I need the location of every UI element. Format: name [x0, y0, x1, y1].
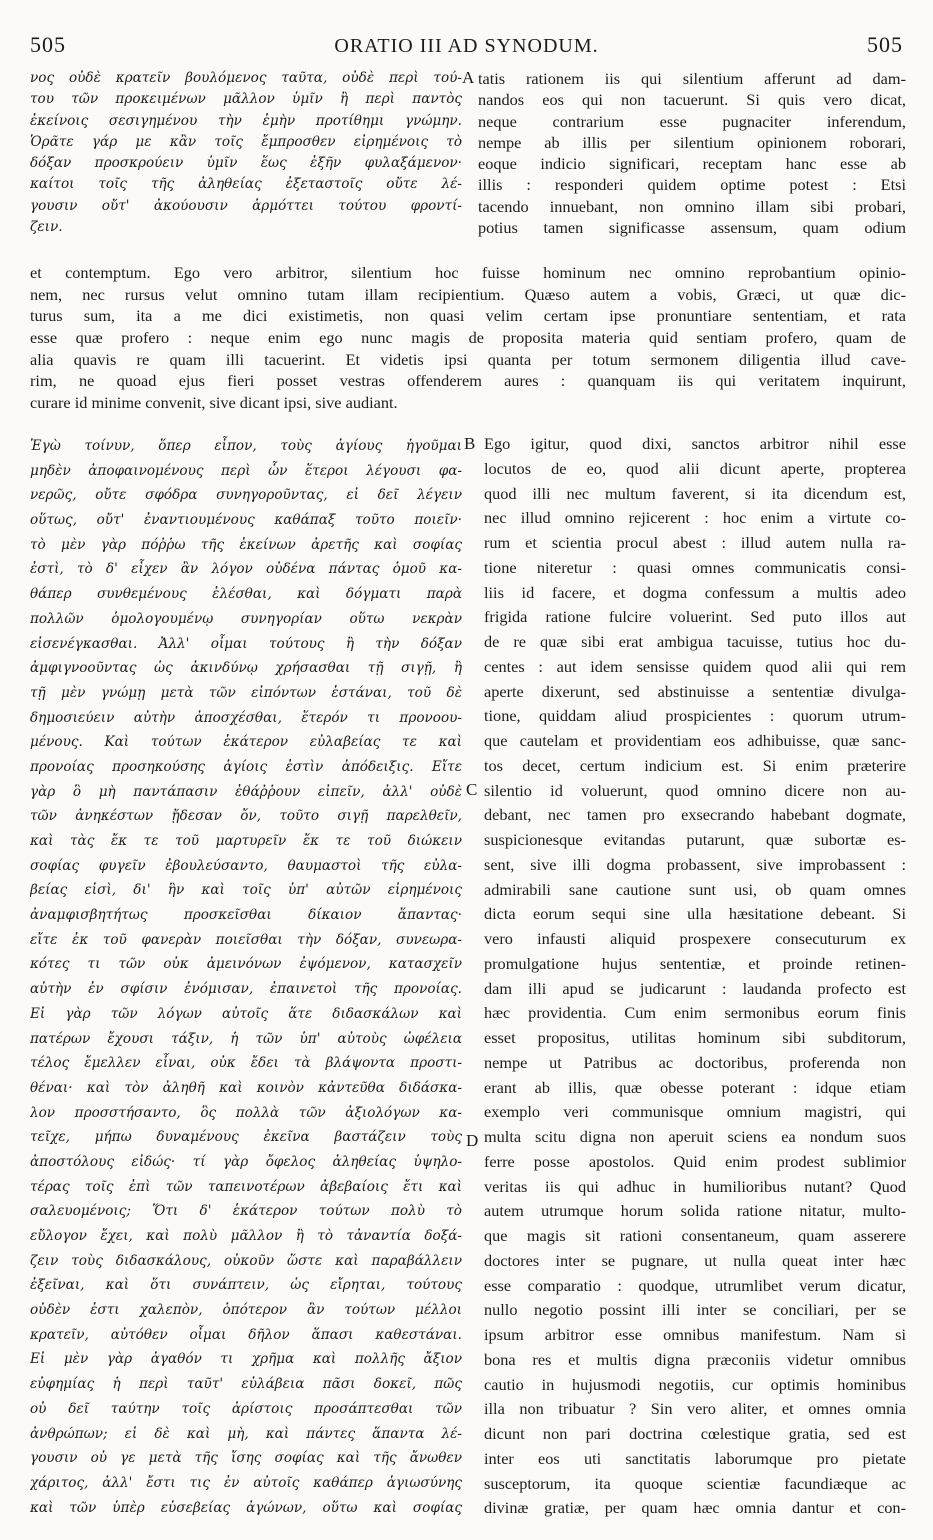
greek-text-line: εὐφημίας ἡ περὶ ταῦτ' εὐλάβεια πᾶσι δοκεῖ, πῶς [30, 1376, 462, 1393]
latin-text-line: de re quæ sibi erat ambigua tacuisse, tutius hoc du- [484, 632, 906, 651]
greek-text-line: ἐστὶ, τὸ δ' εἶχεν ἂν λόγον οὐδένα πάντας ὁμοῦ κα- [30, 561, 462, 578]
latin-text-line: aperte dixerunt, sed abstinuisse a sententiæ divulga- [484, 681, 906, 701]
latin-text-line: esse comparatio : quodque, utrumlibet verum dicatur, [484, 1275, 906, 1295]
greek-text-line: Εἰ μὲν γὰρ ἀγαθόν τι χρῆμα καὶ πολλῆς ἄξιον [30, 1351, 462, 1368]
latin-text-line: exemplo veri communisque omnium magistri, qui [484, 1102, 906, 1122]
latin-text-line: locutos de eo, quod alii dicunt aperte, propterea [484, 458, 906, 478]
greek-text-line: ἐξεῖναι, καὶ ὅτι συνάπτειν, ὡς εἴρηται, τούτους [30, 1277, 462, 1294]
latin-text-line: dam illi apud se judicarunt : laudanda profecto est [484, 978, 906, 998]
greek-text-line: προνοίας προσηκούσης ἁγίοις ἐστὶν ἀπόδειξις. Εἴτε [30, 758, 462, 775]
greek-text-line: μηδὲν ἀποφαινομένους περὶ ὧν ἕτεροι λέγουσι φα- [30, 462, 462, 479]
latin-text-line: tione, quiddam aliud prospicientes : quorum utrum- [484, 706, 906, 726]
latin-text-line: nempe ab illis per silentium opinionem roborari, [478, 132, 906, 152]
greek-text-line: ἀποστόλους εἰδώς· τί γὰρ ὄφελος ἀληθείας ὑψηλο- [30, 1153, 462, 1170]
greek-text-line: Εἰ γὰρ τῶν λόγων αὐτοῖς ἅτε διδασκάλων καὶ [30, 1005, 462, 1022]
latin-text-line: nullo negotio possint illi inter se conciliari, per se [484, 1300, 906, 1320]
greek-text-line: κρατεῖν, αὐτόθεν οἶμαι δῆλον ἅπασι καθεστάναι. [30, 1326, 462, 1343]
greek-text-line: κότες τι τῶν οὐκ ἀμεινόνων ἐψόμενον, κατασχεῖν [30, 956, 462, 973]
latin-text-line: rim, ne quoad ejus fieri posset vestras offenderem aures : quanquam iis qui veritatem inquirunt, [30, 371, 906, 391]
latin-text-line: neque contrarium esse pugnaciter inferendum, [478, 111, 906, 131]
latin-text-line: dicta eorum sequi sine ulla hæsitatione debeant. Si [484, 904, 906, 924]
greek-text-line: αὐτὴν ἐν σφίσιν ἐνόμισαν, ἐπαινετοὶ τῆς προνοίας. [30, 981, 462, 998]
latin-text-line: hæc providentia. Cum enim sermonibus eorum finis [484, 1003, 906, 1023]
section-marker-c: C [466, 780, 478, 799]
latin-column-main [484, 432, 906, 1521]
latin-text-line: promulgatione hujus sententiæ, et proinde retinen- [484, 953, 906, 973]
latin-text-line: silentio id voluerunt, quod omnino dicere non au- [484, 780, 906, 800]
latin-text-line: divinæ gratiæ, per quam hæc omnia dantur et con- [484, 1498, 906, 1518]
latin-text-line: nandos eos qui non tacuerunt. Si quis vero dicat, [478, 90, 906, 110]
latin-column-top [478, 68, 906, 238]
latin-text-line: curare id minime convenit, sive dicant ipsi, sive audiant. [30, 393, 398, 413]
greek-text-line: νος οὐδὲ κρατεῖν βουλόμενος ταῦτα, οὐδὲ περὶ τού- [30, 70, 462, 86]
greek-text-line: μένους. Καὶ τούτων ἑκάτερον εὐλαβείας τε καὶ [30, 734, 462, 751]
latin-text-line: potius tamen significasse assensum, quam odium [478, 218, 906, 238]
latin-text-line: frigida ratione fulcire voluerint. Sed puto illos aut [484, 607, 906, 627]
greek-text-line: ζειν τοὺς διδασκάλους, οὐκοῦν ὥστε καὶ παραβάλλειν [30, 1252, 462, 1269]
greek-text-line: πολλῶν ὁμολογουμένῳ συνηγορίαν οὕτω νεκρὰν [30, 610, 462, 627]
latin-text-line: nempe ut Patribus ac doctoribus, proferenda non [484, 1052, 906, 1072]
greek-text-line: πατέρων ἔχουσι τάξιν, ἡ τῶν ὑπ' αὐτοὺς ὠφέλεια [30, 1030, 462, 1047]
latin-text-line: veritas iis qui adhuc in humilioribus nutant? Quod [484, 1176, 906, 1196]
latin-text-line: alia quavis re quam illi tacuerint. Et videtis ipsi quanta per totum sermonem diligentia illud cave- [30, 349, 906, 369]
greek-text-line: σοφίας φυγεῖν ἐβουλεύσαντο, θαυμαστοὶ τῆς εὐλα- [30, 857, 462, 874]
greek-text-line: οὕτως, οὔτ' ἐναντιουμένους καθάπαξ τοῦτο ποιεῖν· [30, 512, 462, 529]
latin-text-line: ipsum arbitror esse omnibus manifestum. Nam si [484, 1325, 906, 1344]
greek-text-line: ἀναμφισβητήτως προσκεῖσθαι δίκαιον ἅπαντας· [30, 907, 462, 924]
running-header [30, 32, 903, 62]
greek-text-line: τέλος ἔμελλεν εἶναι, οὐκ ἔδει τὰ βλάψοντα προστι- [30, 1055, 462, 1072]
greek-text-line: οὐδὲν ἐστι χαλεπὸν, ὁπότερον ἂν τούτων μέλλοι [30, 1302, 462, 1319]
latin-text-line: autem utrumque horum solida ratione nitatur, multo- [484, 1201, 906, 1221]
latin-text-line: cautio in hujusmodi negotiis, cur optimis hominibus [484, 1374, 906, 1394]
greek-text-line: καὶ τῶν ὑπὲρ εὐσεβείας ἀγώνων, οὕτω καὶ σοφίας [30, 1499, 462, 1516]
greek-text-line: τὸ μὲν γὰρ πόῤῥω τῆς ἐκείνων ἀρετῆς καὶ σοφίας [30, 536, 462, 553]
greek-text-line: εἰσενέγκασθαι. Ἀλλ' οἶμαι τούτους ἢ τὴν δόξαν [30, 635, 462, 652]
section-marker-a: A [462, 68, 475, 87]
latin-text-line: turus sum, ita a me dici existimetis, non quasi velim certam ipse pronuntiare sententiam, et rata [30, 306, 906, 326]
greek-text-line: ἐκείνοις σεσιγημένου τὴν ἐμὴν προτίθημι γνώμην. [30, 112, 462, 129]
greek-text-line: οὐ δεῖ ταύτην τοῖς ἀρίστοις προσάπτεσθαι τῶν [30, 1400, 462, 1417]
latin-text-line: quod illi nec multum faverent, si ita dicendum est, [484, 483, 906, 503]
greek-text-line: καίτοι τοῖς τῆς ἀληθείας ἐξεταστοῖς οὔτε λέ- [30, 176, 462, 193]
latin-text-line: susceptorum, ita quoque scientiæ facundiæque ac [484, 1473, 906, 1493]
greek-text-line: γουσιν οὔτ' ἀκούουσιν ἁρμόττει τούτου φροντί- [30, 197, 462, 214]
greek-text-line: ζειν. [30, 219, 63, 236]
greek-column-main [30, 434, 462, 1520]
latin-text-line: esse quæ profero : neque enim ego nunc magis de proposita materia quid sentiam profero, quam de [30, 328, 906, 348]
latin-text-line: sent, sive illi dogma probassent, sive improbassent : [484, 854, 906, 874]
greek-text-line: καὶ τὰς ἔκ τε τοῦ μαρτυρεῖν ἔκ τε τοῦ διώκειν [30, 833, 462, 849]
latin-text-line: que magis sit rationi consentaneum, quam asserere [484, 1226, 906, 1245]
greek-text-line: εἴτε ἐκ τοῦ φανερὰν ποιεῖσθαι τὴν δόξαν, συνεωρα- [30, 931, 462, 948]
latin-text-line: tione niteretur : quasi omnes communicatis consi- [484, 557, 906, 577]
page-number-right: 505 [867, 32, 903, 57]
section-marker-b: B [464, 434, 476, 453]
greek-text-line: δημοσιεύειν αὐτὴν ἀποσχέσθαι, ἕτερόν τι προνοου- [30, 709, 462, 726]
latin-text-line: doctores inter se pugnare, ut nulla queat inter hæc [484, 1250, 906, 1270]
greek-text-line: χάριτος, ἀλλ' ἔστι τις ἐν αὐτοῖς καθάπερ ἁγιωσύνης [30, 1474, 462, 1491]
greek-text-line: Ἐγὼ τοίνυν, ὅπερ εἶπον, τοὺς ἁγίους ἡγοῦμαι [30, 438, 462, 454]
greek-text-line: γὰρ ὃ μὴ παντάπασιν ἐθάῤῥουν εἰπεῖν, ἀλλ' οὐδὲ [30, 783, 462, 800]
latin-text-line: inter eos uti sanctitatis laborumque pro pietate [484, 1448, 906, 1468]
latin-text-line: suspicionesque evitandas putarunt, quæ subortæ es- [484, 830, 906, 849]
greek-text-line: Ὁρᾶτε γάρ με κἂν τοῖς ἔμπροσθεν εἰρημένοις τὸ [30, 133, 462, 150]
latin-text-line: Ego igitur, quod dixi, sanctos arbitror nihil esse [484, 434, 906, 453]
latin-text-line: et contemptum. Ego vero arbitror, silentium hoc fuisse hominum nec omnino reprobantium opinio- [30, 263, 906, 282]
greek-text-line: τῶν ἀνηκέστων ᾔδεσαν ὄν, τοῦτο σιγῇ παρελθεῖν, [30, 808, 462, 825]
latin-text-line: admirabili sane cautione sunt usi, ob quam omnes [484, 879, 906, 899]
greek-text-line: τέρας τοῖς ἐπὶ τῶν ταπεινοτέρων ἀβεβαίοις ἔτι καὶ [30, 1178, 462, 1195]
latin-text-line: erant ab illis, quæ obesse poterant : idque etiam [484, 1077, 906, 1097]
latin-text-line: multa scitu digna non aperuit sciens ea nondum suos [484, 1127, 906, 1146]
latin-text-line: illis : responderi quidem optime potest : Etsi [478, 175, 906, 195]
latin-text-line: eoque indicio significari, receptam hanc esse ab [478, 154, 906, 174]
greek-text-line: λον προσστήσαντο, ὃς πολλὰ τῶν ἀξιολόγων κα- [30, 1104, 462, 1121]
latin-text-line: que cautelam et providentiam eos adhibuisse, quæ sanc- [484, 731, 906, 750]
greek-text-line: ἀμφιγνοοῦντας ὡς ἀκινδύνῳ χρήσασθαι τῇ σιγῇ, ἢ [30, 660, 462, 677]
latin-text-line: centes : aut idem sensisse quidem quod alii qui rem [484, 656, 906, 676]
greek-text-line: θάπερ συνθεμένους ἑλέσθαι, καὶ δόγματι παρὰ [30, 586, 462, 603]
greek-text-line: δόξαν προσκρούειν ὑμῖν ἕως ἐξῆν φυλαξάμενον· [30, 155, 462, 172]
greek-text-line: σαλευομένοις; Ὅτι δ' ἑκάτερον τούτων πολὺ τὸ [30, 1203, 462, 1220]
running-title: ORATIO III AD SYNODUM. [334, 35, 599, 57]
latin-text-line: nem, nec rursus velut omnino tutam illam recipientium. Quæso autem a vobis, Græci, ut quæ dic- [30, 284, 906, 304]
greek-text-line: βείας εἰσὶ, δι' ἣν καὶ τοῖς ὑπ' αὐτῶν εἰρημένοις [30, 882, 462, 899]
latin-text-line: nec illud omnino rejicerent : hoc enim a virtute co- [484, 508, 906, 528]
greek-text-line: νερῶς, οὔτε σφόδρα συνηγοροῦντας, εἰ δεῖ λέγειν [30, 487, 462, 504]
latin-text-line: bona res et multis digna præconiis videtur omnibus [484, 1349, 906, 1369]
greek-text-line: ἀνθρώπων; εἰ δὲ καὶ μὴ, καὶ πάντες ἅπαντα λέ- [30, 1425, 462, 1442]
greek-text-line: εὔλογον ἔχει, καὶ πολὺ μᾶλλον ἢ τὸ τἀναντία δοξά- [30, 1228, 462, 1244]
latin-text-line: debant, nec tamen pro exsecrando habebant dogmate, [484, 805, 906, 825]
latin-text-line: dicunt non pari doctrina cœlestique gratia, sed est [484, 1424, 906, 1443]
latin-text-line: esset propositus, utilitas hominum sibi subditorum, [484, 1028, 906, 1047]
latin-text-line: vero infausti aliquid prospexere consecuturum ex [484, 929, 906, 948]
latin-full-width-block [30, 262, 906, 414]
latin-text-line: rum et scientia procul abest : illud autem nulla ra- [484, 533, 906, 552]
greek-text-line: τεῖχε, μήπω δυναμένους ἐκεῖνα βαστάζειν τοὺς [30, 1129, 462, 1146]
latin-text-line: tacendo innuebant, non omnino illam sibi probari, [478, 196, 906, 216]
greek-column-top [30, 68, 462, 238]
latin-text-line: illa non tribuatur ? Sin vero aliter, et omnes omnia [484, 1399, 906, 1419]
greek-text-line: του τῶν προκειμένων μᾶλλον ὑμῖν ἢ περὶ παντὸς [30, 91, 462, 108]
greek-text-line: γουσιν οὐ γε μετὰ τῆς ἴσης σοφίας καὶ τῆς ἄνωθεν [30, 1450, 462, 1467]
latin-text-line: ferre posse apostolos. Quid enim prodest sublimior [484, 1151, 906, 1171]
greek-text-line: τῇ μὲν γνώμῃ μετὰ τῶν εἰπόντων ἑστάναι, τοῦ δὲ [30, 684, 462, 701]
section-marker-d: D [466, 1131, 479, 1150]
latin-text-line: tos decet, certum indicium est. Si enim præterire [484, 755, 906, 775]
greek-text-line: θέναι· καὶ τὸν ἀληθῆ καὶ κοινὸν κἀντεῦθα διδάσκα- [30, 1079, 462, 1096]
page-number-left: 505 [30, 32, 66, 57]
latin-text-line: tatis rationem iis qui silentium afferunt ad dam- [478, 69, 906, 88]
latin-text-line: liis id facere, et dogma confessum a multis adeo [484, 582, 906, 602]
